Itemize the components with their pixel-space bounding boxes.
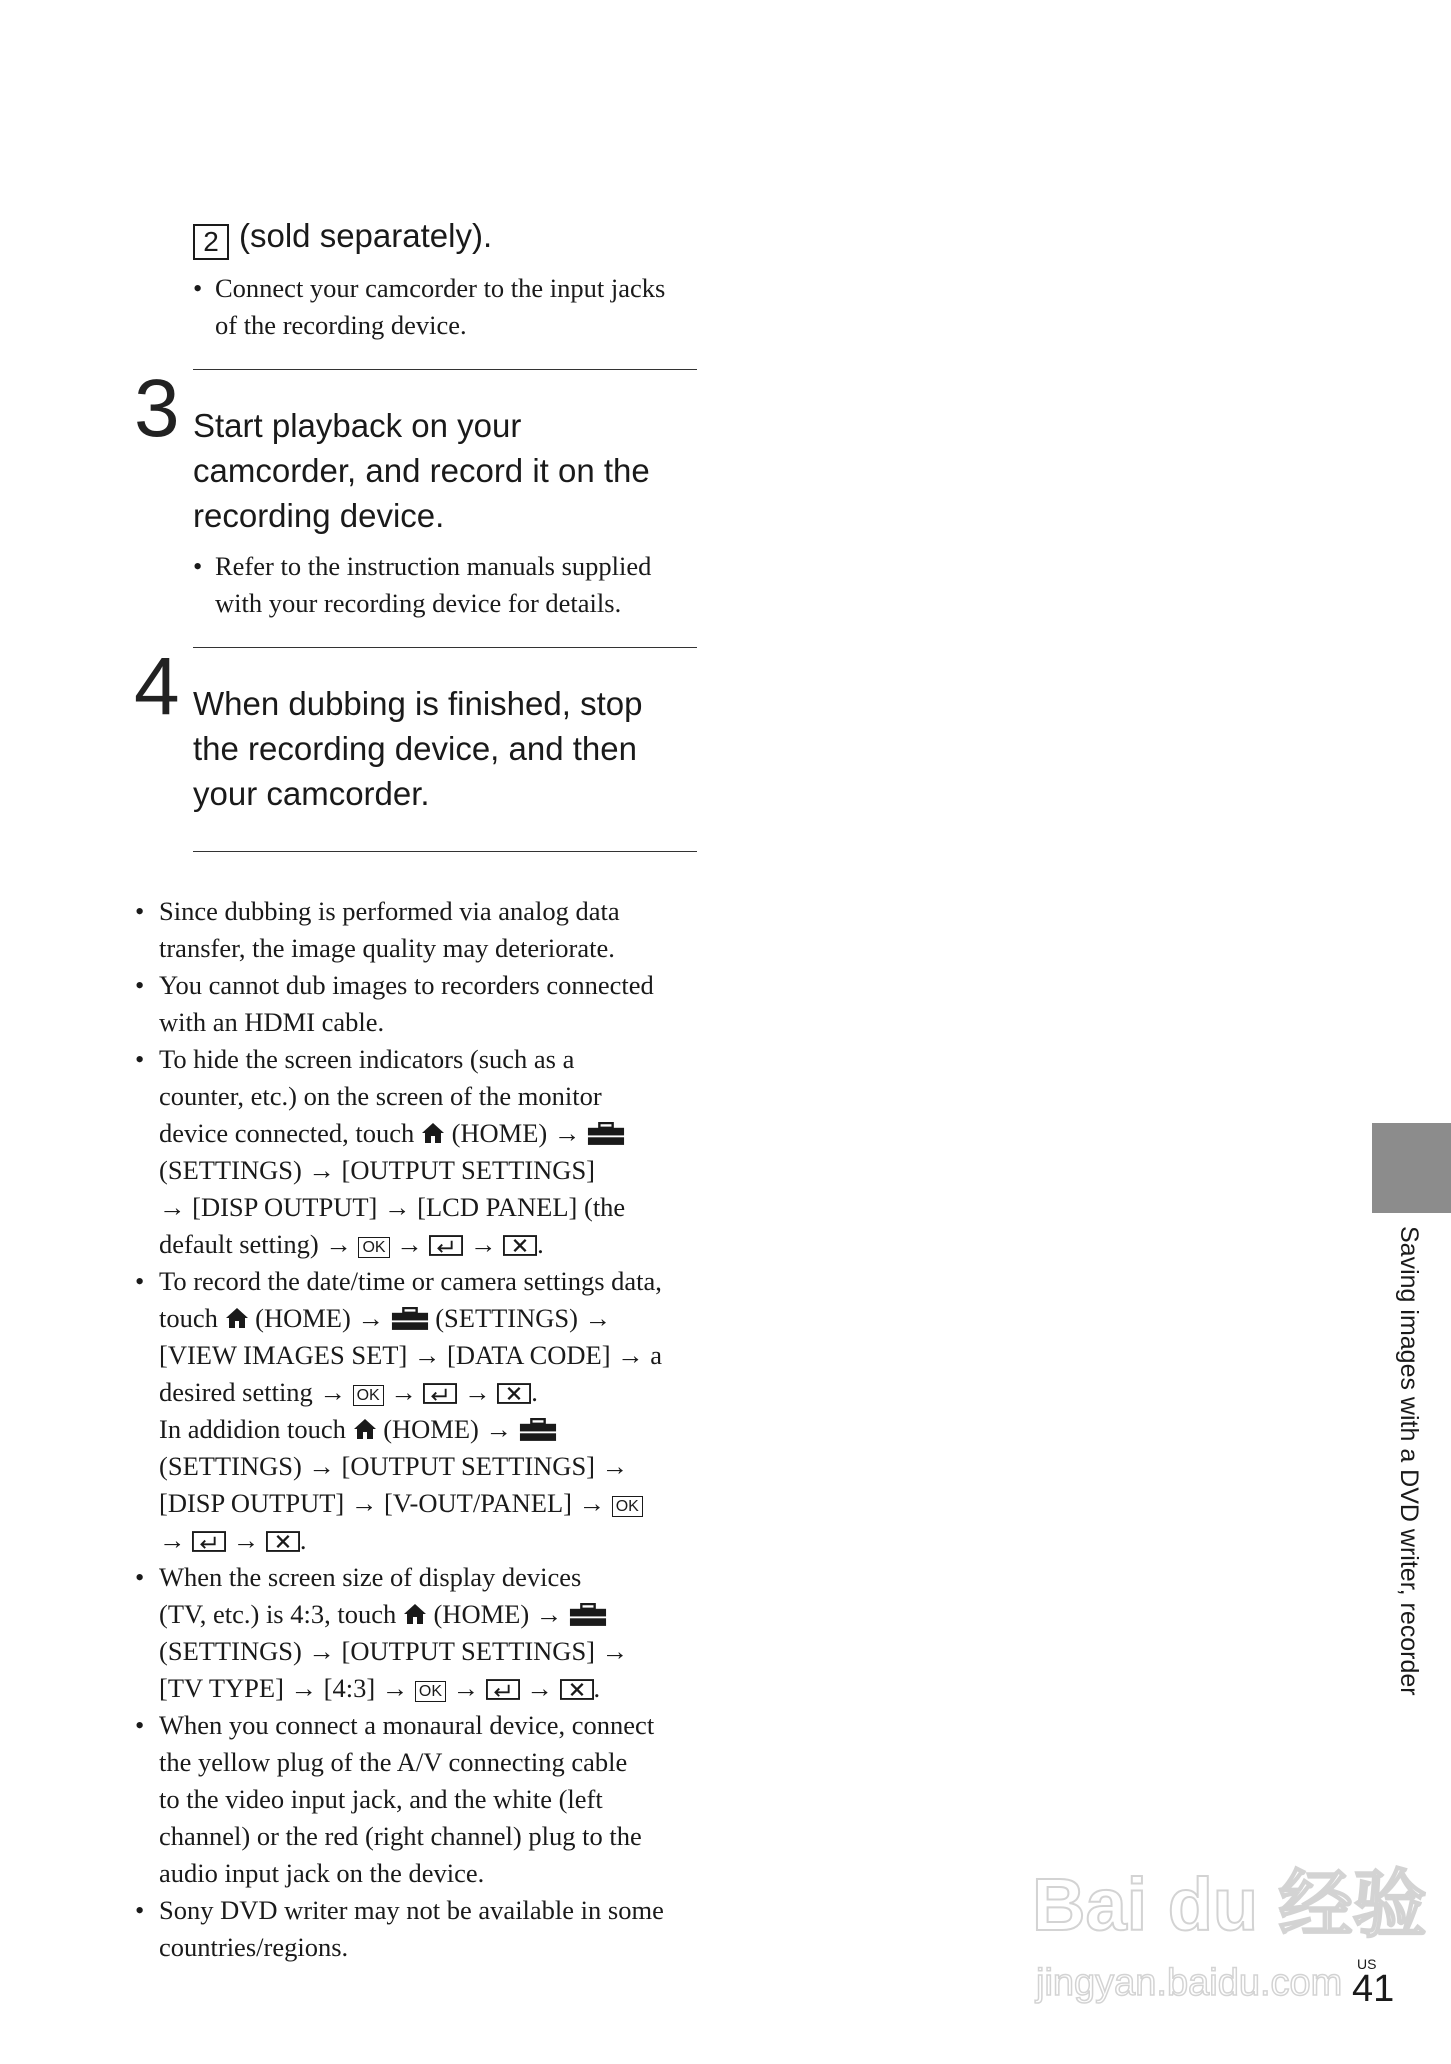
arrow-icon: → bbox=[413, 1340, 441, 1370]
note-line: When you connect a monaural device, connect bbox=[159, 1710, 655, 1740]
title-line: Start playback on your bbox=[193, 407, 522, 444]
note-line: Sony DVD writer may not be available in some bbox=[159, 1895, 664, 1925]
title-line: recording device. bbox=[193, 497, 445, 534]
title-line: camcorder, and record it on the bbox=[193, 452, 650, 489]
close-icon bbox=[560, 1679, 594, 1700]
note-item bbox=[135, 893, 755, 967]
note-line bbox=[159, 1226, 755, 1263]
text: [DISP OUTPUT] bbox=[159, 1488, 345, 1518]
text: (SETTINGS) bbox=[159, 1451, 302, 1481]
page-number: 41 bbox=[1352, 1968, 1395, 2010]
arrow-icon: → bbox=[159, 1525, 186, 1555]
note-line bbox=[159, 1670, 755, 1707]
note-line bbox=[159, 1115, 755, 1152]
bullet-mark: • bbox=[193, 273, 203, 303]
close-icon bbox=[266, 1531, 300, 1552]
settings-toolbox-icon bbox=[391, 1307, 429, 1330]
watermark-logo bbox=[1032, 1846, 1427, 2006]
arrow-icon: → bbox=[357, 1303, 384, 1333]
arrow-icon: → bbox=[584, 1303, 612, 1333]
watermark-url: jingyan.baidu.com bbox=[1036, 1962, 1343, 2004]
text: [4:3] bbox=[323, 1673, 376, 1703]
text: [OUTPUT SETTINGS] bbox=[341, 1451, 596, 1481]
arrow-icon: → bbox=[396, 1229, 423, 1259]
note-line bbox=[159, 1300, 755, 1337]
arrow-icon: → bbox=[578, 1488, 606, 1518]
note-line: transfer, the image quality may deteriorate. bbox=[159, 933, 615, 963]
note-line bbox=[159, 1596, 755, 1633]
note-line: Since dubbing is performed via analog data bbox=[159, 896, 620, 926]
arrow-icon: → bbox=[535, 1599, 563, 1629]
home-icon bbox=[225, 1306, 249, 1330]
arrow-icon: → bbox=[601, 1636, 629, 1666]
text: [TV TYPE] bbox=[159, 1673, 284, 1703]
note-line bbox=[159, 1411, 755, 1448]
title-line: your camcorder. bbox=[193, 775, 430, 812]
text: [V-OUT/PANEL] bbox=[384, 1488, 572, 1518]
note-item bbox=[135, 967, 755, 1041]
step2-tail-text: (sold separately). bbox=[239, 217, 493, 254]
page-region-code: US bbox=[1357, 1956, 1377, 1972]
return-icon bbox=[486, 1679, 520, 1700]
arrow-icon: → bbox=[601, 1451, 629, 1481]
bullet-mark: • bbox=[135, 1044, 145, 1074]
return-icon bbox=[429, 1235, 463, 1256]
notes-list bbox=[135, 893, 755, 1966]
settings-toolbox-icon bbox=[587, 1122, 625, 1145]
note-line bbox=[159, 1448, 755, 1485]
note-item-availability bbox=[135, 1892, 755, 1966]
return-icon bbox=[192, 1531, 226, 1552]
arrow-icon: → bbox=[617, 1340, 644, 1370]
section-tab-marker bbox=[1372, 1123, 1451, 1213]
note-line: the yellow plug of the A/V connecting cable bbox=[159, 1747, 628, 1777]
text: . bbox=[299, 1525, 307, 1555]
step-number-3: 3 bbox=[134, 363, 180, 454]
bullet-mark: • bbox=[135, 896, 145, 926]
title-line: the recording device, and then bbox=[193, 730, 637, 767]
text: . bbox=[537, 1229, 544, 1259]
note-line: channel) or the red (right channel) plug to the bbox=[159, 1821, 642, 1851]
note-line: counter, etc.) on the screen of the monitor bbox=[159, 1081, 602, 1111]
bullet-line: of the recording device. bbox=[215, 310, 467, 340]
note-line: You cannot dub images to recorders connected bbox=[159, 970, 654, 1000]
bullet-mark: • bbox=[135, 1266, 145, 1296]
return-icon bbox=[423, 1383, 457, 1404]
arrow-icon: → bbox=[526, 1673, 553, 1703]
text: [VIEW IMAGES SET] bbox=[159, 1340, 408, 1370]
note-line: When the screen size of display devices bbox=[159, 1562, 582, 1592]
text: default setting) bbox=[159, 1229, 319, 1259]
bullet-line: Refer to the instruction manuals supplied bbox=[215, 551, 652, 581]
text: [DISP OUTPUT] bbox=[192, 1192, 378, 1222]
section-side-label bbox=[1383, 1226, 1423, 1746]
arrow-icon: → bbox=[290, 1673, 318, 1703]
note-item-screen-size bbox=[135, 1559, 755, 1707]
step-number-4: 4 bbox=[134, 641, 180, 732]
step4-title bbox=[193, 681, 642, 816]
note-line bbox=[159, 1152, 755, 1189]
note-item-monaural bbox=[135, 1707, 755, 1892]
step2-continuation bbox=[193, 217, 492, 260]
divider bbox=[193, 851, 697, 852]
step3-title bbox=[193, 403, 650, 538]
arrow-icon: → bbox=[308, 1636, 335, 1666]
bullet-mark: • bbox=[193, 551, 203, 581]
arrow-icon: → bbox=[485, 1414, 512, 1444]
side-label-text: Saving images with a DVD writer, recorder bbox=[1395, 1226, 1423, 1696]
note-line: audio input jack on the device. bbox=[159, 1858, 485, 1888]
arrow-icon: → bbox=[308, 1155, 335, 1185]
arrow-icon: → bbox=[390, 1377, 417, 1407]
ok-button-icon: OK bbox=[353, 1385, 384, 1406]
text: (SETTINGS) bbox=[159, 1636, 302, 1666]
arrow-icon: → bbox=[464, 1377, 491, 1407]
text: (TV, etc.) is 4:3, touch bbox=[159, 1599, 397, 1629]
step3-bullet bbox=[193, 548, 651, 622]
home-icon bbox=[403, 1602, 427, 1626]
text: . bbox=[531, 1377, 538, 1407]
close-icon bbox=[497, 1383, 531, 1404]
bullet-line: Connect your camcorder to the input jacks bbox=[215, 273, 666, 303]
arrow-icon: → bbox=[325, 1229, 352, 1259]
text: (HOME) bbox=[433, 1599, 530, 1629]
step2-bullet bbox=[193, 270, 665, 344]
text: [DATA CODE] bbox=[447, 1340, 611, 1370]
arrow-icon: → bbox=[452, 1673, 480, 1703]
arrow-icon: → bbox=[553, 1118, 581, 1148]
note-item-record-data bbox=[135, 1263, 755, 1559]
note-line bbox=[159, 1337, 755, 1374]
bullet-mark: • bbox=[135, 1562, 145, 1592]
note-line: with an HDMI cable. bbox=[159, 1007, 385, 1037]
text: (HOME) bbox=[451, 1118, 548, 1148]
note-line bbox=[159, 1189, 755, 1226]
bullet-mark: • bbox=[135, 1710, 145, 1740]
note-line bbox=[159, 1633, 755, 1670]
arrow-icon: → bbox=[384, 1192, 411, 1222]
text: a bbox=[650, 1340, 663, 1370]
text: . bbox=[593, 1673, 601, 1703]
text: [LCD PANEL] (the bbox=[417, 1192, 626, 1222]
arrow-icon: → bbox=[232, 1525, 260, 1555]
arrow-icon: → bbox=[350, 1488, 378, 1518]
bullet-line: with your recording device for details. bbox=[215, 588, 622, 618]
arrow-icon: → bbox=[469, 1229, 497, 1259]
settings-toolbox-icon bbox=[519, 1418, 557, 1441]
note-line bbox=[159, 1374, 755, 1411]
title-line: When dubbing is finished, stop bbox=[193, 685, 643, 722]
note-item-hide-indicators bbox=[135, 1041, 755, 1263]
arrow-icon: → bbox=[381, 1673, 409, 1703]
text: desired setting bbox=[159, 1377, 313, 1407]
arrow-icon: → bbox=[159, 1192, 186, 1222]
note-line bbox=[159, 1485, 755, 1522]
arrow-icon: → bbox=[308, 1451, 335, 1481]
note-line: to the video input jack, and the white (left bbox=[159, 1784, 603, 1814]
text: touch bbox=[159, 1303, 218, 1333]
arrow-icon: → bbox=[319, 1377, 346, 1407]
note-line: To record the date/time or camera settings data, bbox=[159, 1266, 662, 1296]
bullet-mark: • bbox=[135, 1895, 145, 1925]
text: In addidion touch bbox=[159, 1414, 346, 1444]
ok-button-icon: OK bbox=[415, 1681, 446, 1702]
text: device connected, touch bbox=[159, 1118, 415, 1148]
settings-toolbox-icon bbox=[569, 1603, 607, 1626]
ok-button-icon: OK bbox=[358, 1237, 389, 1258]
close-icon bbox=[503, 1235, 537, 1256]
note-line: countries/regions. bbox=[159, 1932, 349, 1962]
home-icon bbox=[353, 1417, 377, 1441]
bullet-mark: • bbox=[135, 970, 145, 1000]
text: (HOME) bbox=[255, 1303, 351, 1333]
divider bbox=[193, 647, 697, 648]
divider bbox=[193, 369, 697, 370]
text: (SETTINGS) bbox=[159, 1155, 302, 1185]
ok-button-icon: OK bbox=[612, 1496, 643, 1517]
watermark-text: Bai du 经验 bbox=[1032, 1863, 1427, 1946]
text: (HOME) bbox=[383, 1414, 479, 1444]
text: [OUTPUT SETTINGS] bbox=[341, 1155, 596, 1185]
step-box-number: 2 bbox=[193, 224, 229, 260]
text: [OUTPUT SETTINGS] bbox=[341, 1636, 596, 1666]
note-line: To hide the screen indicators (such as a bbox=[159, 1044, 575, 1074]
home-icon bbox=[421, 1121, 445, 1145]
note-line bbox=[159, 1522, 755, 1559]
text: (SETTINGS) bbox=[435, 1303, 578, 1333]
